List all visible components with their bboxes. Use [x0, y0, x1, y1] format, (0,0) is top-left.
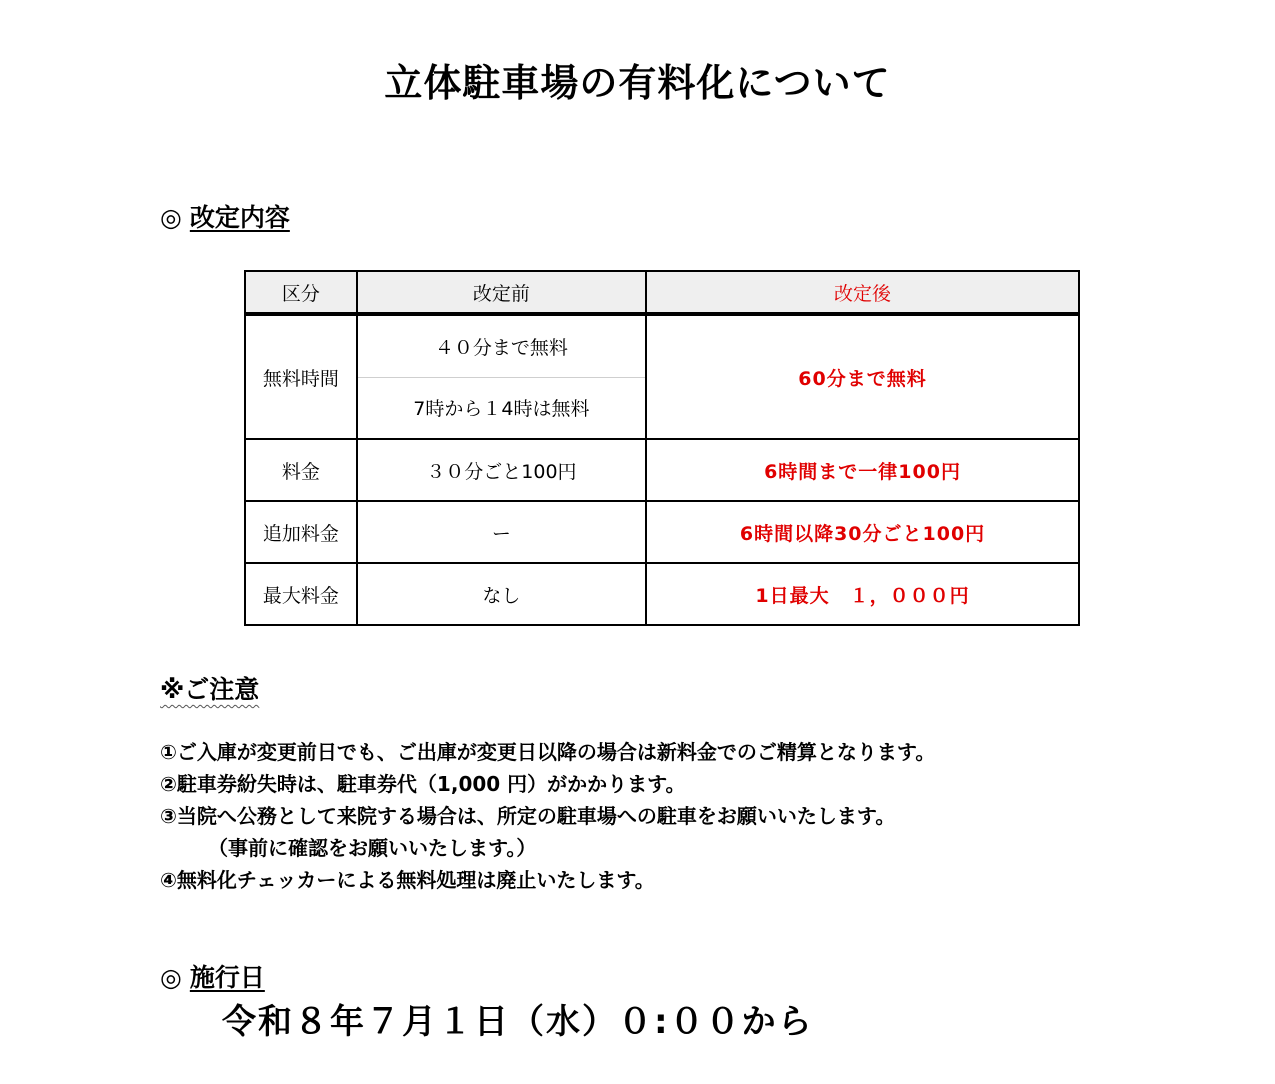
revision-section-label: 改定内容 — [189, 203, 290, 232]
row-before — [357, 314, 646, 439]
row-category: 料金 — [245, 439, 357, 501]
row-before-line: ４０分まで無料 — [358, 316, 645, 378]
row-before: なし — [357, 563, 646, 625]
table-header-row — [245, 271, 1079, 314]
row-before: ３０分ごと100円 — [357, 439, 646, 501]
notice-list — [160, 736, 935, 896]
double-circle-icon: ◎ — [160, 963, 182, 992]
row-category: 追加料金 — [245, 501, 357, 563]
notice-item: ③当院へ公務として来院する場合は、所定の駐車場への駐車をお願いいたします。 — [160, 804, 896, 828]
table-row — [245, 501, 1079, 563]
table-row — [245, 314, 1079, 439]
row-category: 最大料金 — [245, 563, 357, 625]
table-row — [245, 563, 1079, 625]
header-category: 区分 — [245, 271, 357, 314]
row-before-line: 7時から１4時は無料 — [413, 398, 590, 421]
notice-item: ②駐車券紛失時は、駐車券代（1,000 円）がかかります。 — [160, 772, 686, 796]
page-title: 立体駐車場の有料化について — [384, 61, 891, 105]
table-row — [245, 439, 1079, 501]
row-after: 6時間以降30分ごと100円 — [646, 501, 1079, 563]
effective-date: 令和８年７月１日（水）０:００から — [222, 1002, 814, 1042]
notice-item: ①ご入庫が変更前日でも、ご出庫が変更日以降の場合は新料金でのご精算となります。 — [160, 740, 936, 764]
header-after: 改定後 — [646, 271, 1079, 314]
row-after: 1日最大 １，０００円 — [646, 563, 1079, 625]
row-category: 無料時間 — [245, 314, 357, 439]
notice-item-continuation: （事前に確認をお願いいたします。） — [208, 836, 537, 860]
row-after: 6時間まで一律100円 — [646, 439, 1079, 501]
row-before: ー — [357, 501, 646, 563]
header-before: 改定前 — [357, 271, 646, 314]
double-circle-icon: ◎ — [160, 203, 182, 232]
effective-section-label: 施行日 — [189, 963, 265, 992]
notice-heading: ※ご注意 — [160, 675, 260, 704]
fee-table — [244, 270, 1080, 626]
notice-item: ④無料化チェッカーによる無料処理は廃止いたします。 — [160, 868, 655, 892]
effective-section-heading — [160, 958, 265, 994]
revision-section-heading — [160, 198, 290, 234]
row-after: 60分まで無料 — [646, 314, 1079, 439]
